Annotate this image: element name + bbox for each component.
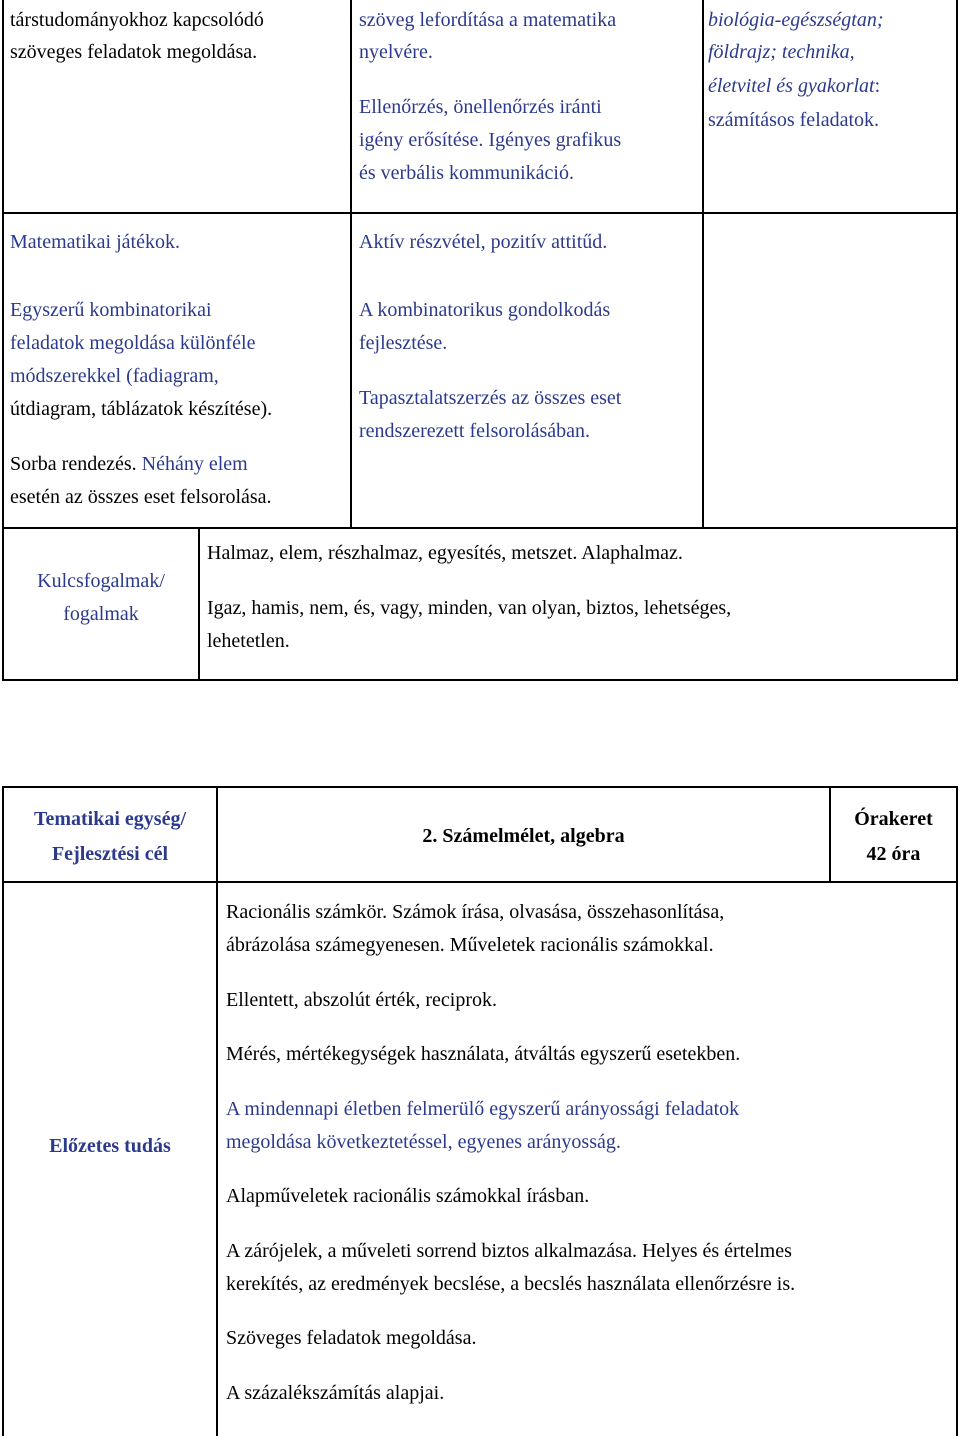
prior-p2: Ellentett, abszolút érték, reciprok. <box>226 989 498 1011</box>
prior-p7: Szöveges feladatok megoldása. <box>226 1327 477 1349</box>
row3-col1b-black: Sorba rendezés. <box>10 453 137 475</box>
bottom-table-top-border <box>2 786 958 788</box>
row3-col1b-line2: esetén az összes eset felsorolása. <box>10 486 272 508</box>
row1-col2-line1: szöveg lefordítása a matematika <box>359 9 617 31</box>
row1-col1-line1: társtudományokhoz kapcsolódó <box>10 9 264 31</box>
prior-p5: Alapműveletek racionális számokkal írásban. <box>226 1185 590 1207</box>
header-right-line2: 42 óra <box>866 843 921 865</box>
prior-p1-line2: ábrázolása számegyenesen. Műveletek racionális számokkal. <box>226 934 714 956</box>
prior-p6-line1: A zárójelek, a műveleti sorrend biztos alkalmazása. Helyes és értelmes <box>226 1240 792 1262</box>
top-table-right-border <box>956 0 958 681</box>
prior-p8: A százalékszámítás alapjai. <box>226 1382 445 1404</box>
prior-knowledge-label: Előzetes tudás <box>49 1135 171 1157</box>
prior-p3: Mérés, mértékegységek használata, átváltás egyszerű esetekben. <box>226 1043 741 1065</box>
top-table-bottom-border <box>2 679 958 681</box>
row1-col3-line3 <box>708 70 880 102</box>
row1-col1-line2: szöveges feladatok megoldása. <box>10 41 258 63</box>
bottom-table-left-border <box>2 786 4 1436</box>
row3-col2b-line2: rendszerezett felsorolásában. <box>359 420 590 442</box>
header-middle-title: 2. Számelmélet, algebra <box>422 825 625 847</box>
keyterms-line3: lehetetlen. <box>207 630 290 652</box>
header-left-line2: Fejlesztési cél <box>51 843 169 865</box>
top-table-col-divider-2 <box>702 0 704 528</box>
prior-p1-line1: Racionális számkör. Számok írása, olvasása, összehasonlítása, <box>226 901 725 923</box>
row1-col3-line1: biológia-egészségtan; <box>708 9 884 31</box>
row1-col2b-line1: Ellenőrzés, önellenőrzés iránti <box>359 96 602 118</box>
row3-col1b-blue: Néhány elem <box>141 453 248 475</box>
prior-p4-line1: A mindennapi életben felmerülő egyszerű arányossági feladatok <box>226 1098 740 1120</box>
row1-col3-line3-italic: életvitel és gyakorlat <box>708 75 875 97</box>
row1-col3-line2: földrajz; technika, <box>708 41 855 63</box>
prior-p6-line2: kerekítés, az eredmények becslése, a becslés használata ellenőrzésre is. <box>226 1273 796 1295</box>
row3-col1-line2: feladatok megoldása különféle <box>10 332 256 354</box>
keyterms-line1: Halmaz, elem, részhalmaz, egyesítés, metszet. Alaphalmaz. <box>207 542 683 564</box>
row3-col1-line1: Egyszerű kombinatorikai <box>10 299 212 321</box>
bottom-table-right-border <box>956 786 958 1436</box>
row2-col2: Aktív részvétel, pozitív attitűd. <box>359 231 608 253</box>
row3-col2b-line1: Tapasztalatszerzés az összes eset <box>359 387 622 409</box>
row1-col3-line3-colon: : <box>874 75 881 97</box>
keyterms-label-line2: fogalmak <box>63 603 139 625</box>
row3-col1b-line1 <box>10 448 248 480</box>
row1-col2-line2: nyelvére. <box>359 41 433 63</box>
prior-p4-line2: megoldása következtetéssel, egyenes arányosság. <box>226 1131 621 1153</box>
bottom-table-header-bottom <box>2 881 958 883</box>
header-left-line1: Tematikai egység/ <box>33 808 187 830</box>
top-table-keyterms-top <box>2 527 958 529</box>
row1-col2b-line3: és verbális kommunikáció. <box>359 162 574 184</box>
top-table-row-divider <box>2 212 958 214</box>
top-table-col-divider-1 <box>350 0 352 528</box>
row2-col1: Matematikai játékok. <box>10 231 180 253</box>
keyterms-label-line1: Kulcsfogalmak/ <box>37 570 165 592</box>
keyterms-line2: Igaz, hamis, nem, és, vagy, minden, van olyan, biztos, lehetséges, <box>207 597 732 619</box>
header-right-line1: Órakeret <box>854 808 933 830</box>
row3-col2-line2: fejlesztése. <box>359 332 448 354</box>
row3-col1-line4: útdiagram, táblázatok készítése). <box>10 398 273 420</box>
row3-col1-line3: módszerekkel (fadiagram, <box>10 365 219 387</box>
row3-col2-line1: A kombinatorikus gondolkodás <box>359 299 611 321</box>
row1-col3-line4: számításos feladatok. <box>708 109 880 131</box>
bottom-table-prior-divider <box>216 882 218 1436</box>
top-table-keyterms-divider <box>198 528 200 681</box>
row1-col2b-line2: igény erősítése. Igényes grafikus <box>359 129 622 151</box>
